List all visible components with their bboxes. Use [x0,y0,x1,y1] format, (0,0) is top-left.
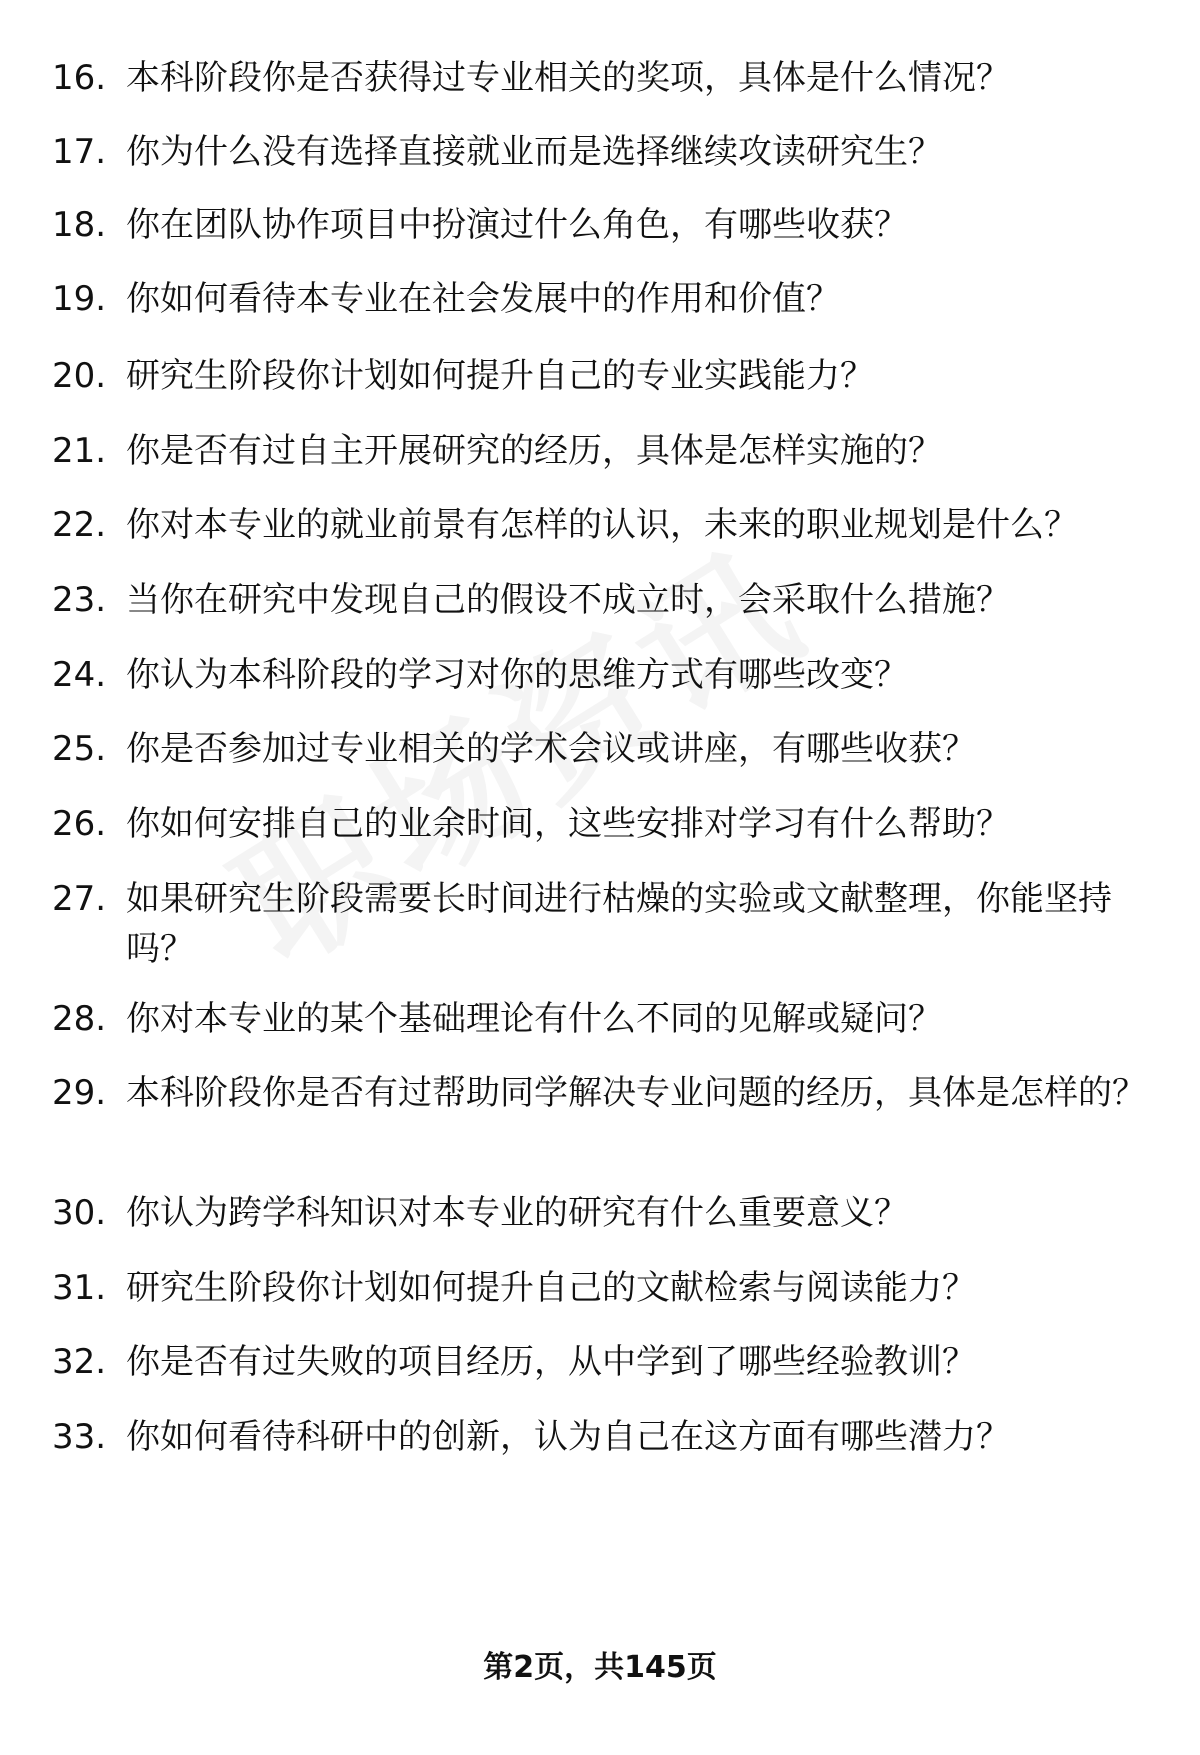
question-number: 33. [52,1417,107,1457]
question-item-23 [52,575,1152,625]
question-text: 你认为跨学科知识对本专业的研究有什么重要意义？ [126,1193,908,1233]
question-number: 17. [52,132,107,172]
question-item-16 [52,53,1152,103]
question-number: 25. [52,729,107,769]
question-number: 18. [52,205,107,245]
question-item-22 [52,500,1152,550]
question-number: 19. [52,279,107,319]
question-text: 你为什么没有选择直接就业而是选择继续攻读研究生？ [126,132,942,172]
question-text: 你是否参加过专业相关的学术会议或讲座，有哪些收获？ [126,729,976,769]
question-item-18 [52,200,1152,250]
question-text: 本科阶段你是否获得过专业相关的奖项，具体是什么情况？ [126,58,1010,98]
question-item-33 [52,1412,1152,1462]
question-text: 你对本专业的某个基础理论有什么不同的见解或疑问？ [126,999,942,1039]
question-number: 16. [52,58,107,98]
question-item-29 [52,1068,1152,1118]
question-item-25 [52,724,1152,774]
question-number: 32. [52,1342,107,1382]
question-number: 29. [52,1073,107,1113]
question-item-24 [52,650,1152,700]
question-number: 23. [52,580,107,620]
question-text: 你在团队协作项目中扮演过什么角色，有哪些收获？ [126,205,908,245]
question-item-32 [52,1337,1152,1387]
question-text: 你如何安排自己的业余时间，这些安排对学习有什么帮助？ [126,804,1010,844]
question-text: 你如何看待本专业在社会发展中的作用和价值？ [126,279,840,319]
question-item-19 [52,274,1152,324]
question-number: 21. [52,431,107,471]
question-text: 你是否有过自主开展研究的经历，具体是怎样实施的？ [126,431,942,471]
question-number: 26. [52,804,107,844]
question-item-30 [52,1188,1152,1238]
question-number: 28. [52,999,107,1039]
question-number: 31. [52,1268,107,1308]
question-item-20 [52,351,1152,401]
question-text: 你如何看待科研中的创新，认为自己在这方面有哪些潜力？ [126,1417,1010,1457]
question-text: 本科阶段你是否有过帮助同学解决专业问题的经历，具体是怎样的？ [126,1073,1146,1113]
question-number: 30. [52,1193,107,1233]
question-text: 当你在研究中发现自己的假设不成立时，会采取什么措施？ [126,580,1010,620]
question-number: 24. [52,655,107,695]
question-item-21 [52,426,1152,476]
question-number: 22. [52,505,107,545]
question-number: 20. [52,356,107,396]
question-item-28 [52,994,1152,1044]
question-text: 研究生阶段你计划如何提升自己的专业实践能力？ [126,356,874,396]
question-text: 如果研究生阶段需要长时间进行枯燥的实验或文献整理，你能坚持吗？ [126,879,1112,969]
question-item-31 [52,1263,1152,1313]
page-number-footer: 第2页，共145页 [483,1650,717,1685]
question-text: 研究生阶段你计划如何提升自己的文献检索与阅读能力？ [126,1268,976,1308]
question-text: 你是否有过失败的项目经历，从中学到了哪些经验教训？ [126,1342,976,1382]
question-text: 你对本专业的就业前景有怎样的认识，未来的职业规划是什么？ [126,505,1078,545]
question-item-26 [52,799,1152,849]
question-number: 27. [52,879,107,919]
question-text: 你认为本科阶段的学习对你的思维方式有哪些改变？ [126,655,908,695]
question-item-17 [52,127,1152,177]
question-item-27 [52,874,1152,974]
